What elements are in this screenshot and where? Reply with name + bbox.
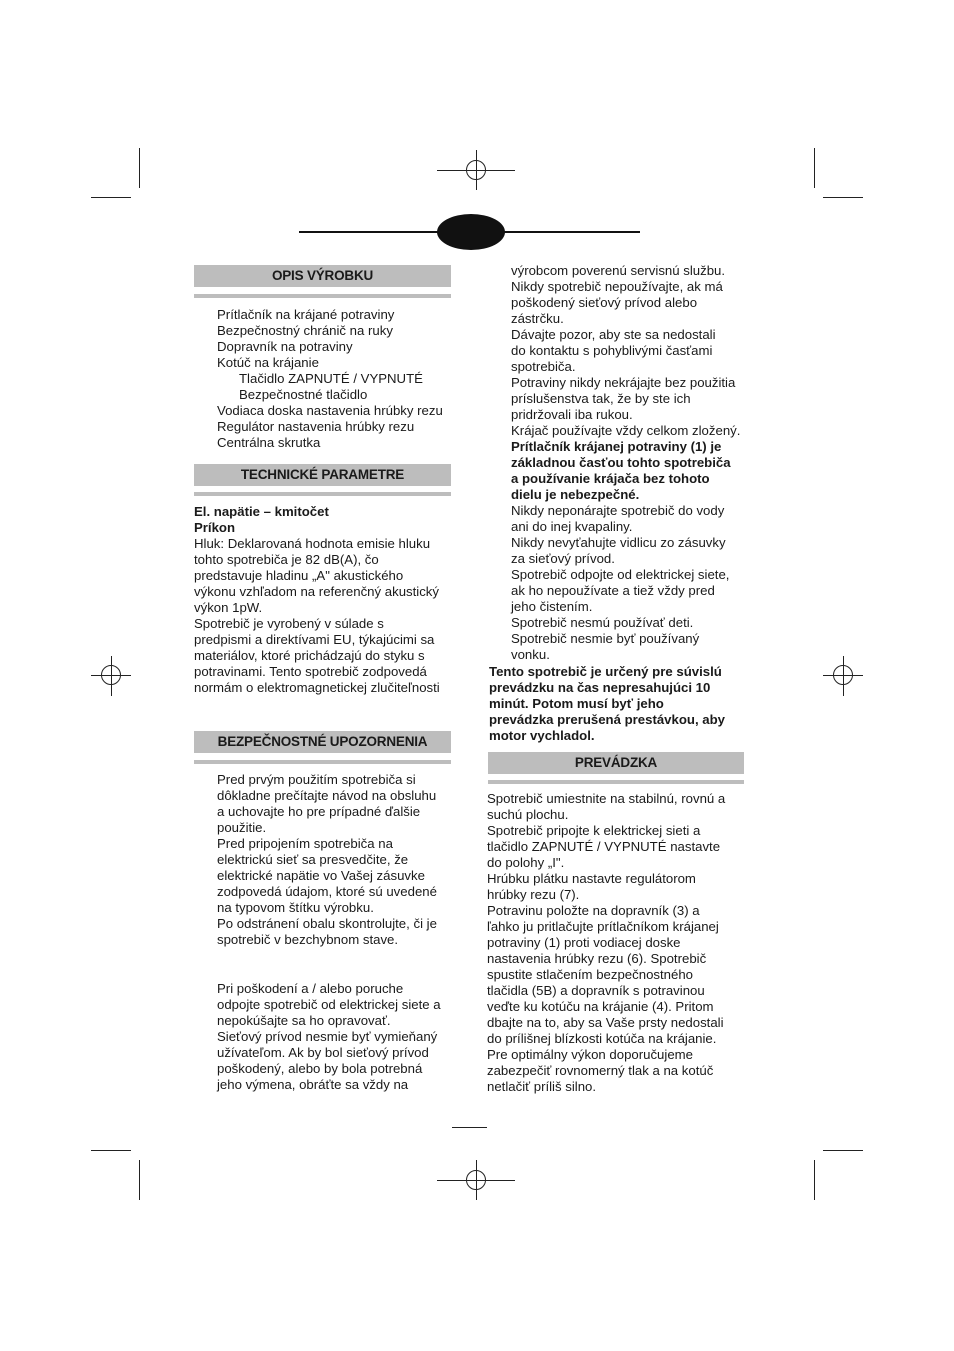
text-line: výrobcom poverenú servisnú službu. — [511, 263, 726, 278]
tech-label-voltage: El. napätie – kmitočet — [194, 504, 329, 519]
text-line: elektrické napätie vo Vašej zásuvke — [217, 868, 425, 883]
page-number-oval — [437, 214, 505, 250]
text-line: Spotrebič je vyrobený v súlade s — [194, 616, 384, 631]
crop-mark-tl-h — [91, 197, 131, 198]
right-text-a — [511, 263, 751, 663]
bold-line: prevádzka prerušená prestávkou, aby — [489, 712, 726, 727]
text-line: Hluk: Deklarovaná hodnota emisie hluku — [194, 536, 431, 551]
text-line: Po odstránení obalu skontrolujte, či je — [217, 916, 437, 931]
text-line: zástrčku. — [511, 311, 564, 326]
bold-line: dielu je nebezpečné. — [511, 487, 640, 502]
text-line: Spotrebič nesmú používať deti. — [511, 615, 694, 630]
text-line: pridržovali iba rukou. — [511, 407, 633, 422]
text-line: odpojte spotrebič od elektrickej siete a — [217, 997, 441, 1012]
text-line: elektrickú sieť sa presvedčite, že — [217, 852, 409, 867]
registration-mark-bottom-circle — [466, 1170, 486, 1190]
tech-text — [194, 504, 456, 696]
text-line: Potraviny nikdy nekrájajte bez použitia — [511, 375, 736, 390]
text-line: dbajte na to, aby sa Vaše prsty nedostali — [487, 1015, 724, 1030]
text-line: suchú plochu. — [487, 807, 569, 822]
text-line: Nikdy neponárajte spotrebič do vody — [511, 503, 725, 518]
text-line: potraviny (1) proti vodiacej doske — [487, 935, 681, 950]
text-line: do kontaktu s pohyblivými časťami — [511, 343, 713, 358]
list-item: Bezpečnostný chránič na ruky — [217, 323, 393, 338]
text-line: príslušenstva tak, že by ste ich — [511, 391, 691, 406]
text-line: poškodený sieťový prívod alebo — [511, 295, 698, 310]
right-bold-b — [489, 664, 751, 744]
text-line: potravinami. Tento spotrebič zodpovedá — [194, 664, 427, 679]
text-line: predstavuje hladinu „A" akustického — [194, 568, 404, 583]
heading-prev-rule — [488, 780, 744, 784]
text-line: Hrúbku plátku nastavte regulátorom — [487, 871, 696, 886]
heading-tech-rule — [194, 492, 451, 496]
text-line: za sieťový prívod. — [511, 551, 615, 566]
text-line: jeho výmena, obráťte sa vždy na — [217, 1077, 409, 1092]
list-item: Centrálna skrutka — [217, 435, 321, 450]
crop-mark-bl-h — [91, 1150, 131, 1151]
text-line: tlačidla (5B) a dopravník s potravinou — [487, 983, 705, 998]
text-line: Pre optimálny výkon doporučujeme — [487, 1047, 693, 1062]
text-line: Krájač používajte vždy celkom zložený. — [511, 423, 741, 438]
text-line: do polohy „I". — [487, 855, 565, 870]
text-line: Dávajte pozor, aby ste sa nedostali — [511, 327, 716, 342]
prev-text — [487, 791, 749, 1095]
crop-mark-br-v — [814, 1160, 815, 1200]
text-line: veďte ku kotúču na krájanie (4). Pritom — [487, 999, 714, 1014]
registration-mark-left-circle — [101, 665, 121, 685]
crop-mark-tr-h — [823, 197, 863, 198]
header-rule-left — [299, 231, 449, 233]
text-line: jeho čistením. — [511, 599, 593, 614]
list-item: Dopravník na potraviny — [217, 339, 353, 354]
text-line: na typovom štítku výrobku. — [217, 900, 374, 915]
heading-tech: TECHNICKÉ PARAMETRE — [194, 464, 451, 486]
text-line: spotrebiča. — [511, 359, 576, 374]
text-line: a uchovajte ho pre prípadné ďalšie — [217, 804, 421, 819]
heading-opis: OPIS VÝROBKU — [194, 265, 451, 287]
bold-line: Prítlačník krájanej potraviny (1) je — [511, 439, 722, 454]
bezp-block-2 — [217, 981, 457, 1093]
list-item: Vodiaca doska nastavenia hrúbky rezu — [217, 403, 443, 418]
crop-mark-tr-v — [814, 148, 815, 188]
heading-opis-rule — [194, 294, 451, 298]
bold-line: minút. Potom musí byť jeho — [489, 696, 664, 711]
crop-mark-bl-v — [139, 1160, 140, 1200]
list-item: Tlačidlo ZAPNUTÉ / VYPNUTÉ — [239, 371, 423, 386]
heading-bezp: BEZPEČNOSTNÉ UPOZORNENIA — [194, 731, 451, 753]
text-line: Sieťový prívod nesmie byť vymieňaný — [217, 1029, 438, 1044]
registration-mark-right-circle — [833, 665, 853, 685]
bold-line: motor vychladol. — [489, 728, 595, 743]
text-line: normám o elektromagnetickej zlučiteľnosti — [194, 680, 440, 695]
text-line: ani do inej kvapaliny. — [511, 519, 633, 534]
text-line: ak ho nepoužívate a tiež vždy pred — [511, 583, 715, 598]
text-line: netlačiť príliš silno. — [487, 1079, 597, 1094]
crop-mark-tl-v — [139, 148, 140, 188]
bold-line: a používanie krájača bez tohoto — [511, 471, 710, 486]
text-line: Spotrebič nesmie byť používaný — [511, 631, 700, 646]
heading-bezp-rule — [194, 760, 451, 764]
bold-line: Tento spotrebič je určený pre súvislú — [489, 664, 722, 679]
text-line: výkon 1pW. — [194, 600, 263, 615]
text-line: užívateľom. Ak by bol sieťový prívod — [217, 1045, 429, 1060]
text-line: do prílišnej blízkosti kotúča na krájanie. — [487, 1031, 717, 1046]
bold-line: základnou časťou tohto spotrebiča — [511, 455, 731, 470]
text-line: Spotrebič odpojte od elektrickej siete, — [511, 567, 730, 582]
heading-prev: PREVÁDZKA — [488, 752, 744, 774]
footer-rule — [452, 1127, 487, 1128]
text-line: vonku. — [511, 647, 550, 662]
text-line: Pri poškodení a / alebo poruche — [217, 981, 404, 996]
tech-label-power: Príkon — [194, 520, 236, 535]
text-line: nepokúšajte sa ho opravovať. — [217, 1013, 391, 1028]
registration-mark-top-circle — [466, 160, 486, 180]
text-line: použitie. — [217, 820, 267, 835]
text-line: Spotrebič pripojte k elektrickej sieti a — [487, 823, 701, 838]
text-line: ľahko ju pritlačujte prítlačníkom krájanej — [487, 919, 719, 934]
list-item: Bezpečnostné tlačidlo — [239, 387, 368, 402]
text-line: tohto spotrebiča je 82 dB(A), čo — [194, 552, 379, 567]
bezp-block-1 — [217, 772, 457, 948]
text-line: Nikdy spotrebič nepoužívajte, ak má — [511, 279, 723, 294]
list-item: Prítlačník na krájané potraviny — [217, 307, 395, 322]
text-line: Potravinu položte na dopravník (3) a — [487, 903, 700, 918]
list-item: Regulátor nastavenia hrúbky rezu — [217, 419, 415, 434]
text-line: spustite stlačením bezpečnostného — [487, 967, 693, 982]
list-item: Kotúč na krájanie — [217, 355, 319, 370]
text-line: Pred pripojením spotrebiča na — [217, 836, 393, 851]
text-line: tlačidlo ZAPNUTÉ / VYPNUTÉ nastavte — [487, 839, 721, 854]
text-line: materiálov, ktoré prichádzajú do styku s — [194, 648, 425, 663]
text-line: hrúbky rezu (7). — [487, 887, 580, 902]
text-line: Spotrebič umiestnite na stabilnú, rovnú a — [487, 791, 726, 806]
bold-line: prevádzku na čas nepresahujúci 10 — [489, 680, 711, 695]
header-rule-right — [494, 231, 640, 233]
text-line: spotrebič v bezchybnom stave. — [217, 932, 399, 947]
text-line: nastavenia hrúbky rezu (6). Spotrebič — [487, 951, 707, 966]
text-line: predpismi a direktívami EU, týkajúcimi sa — [194, 632, 435, 647]
text-line: výkonu vzhľadom na referenčný akustický — [194, 584, 439, 599]
text-line: dôkladne prečítajte návod na obsluhu — [217, 788, 437, 803]
text-line: poškodený, alebo by bola potrebná — [217, 1061, 423, 1076]
crop-mark-br-h — [823, 1150, 863, 1151]
text-line: zodpovedá údajom, ktoré sú uvedené — [217, 884, 437, 899]
text-line: Pred prvým použitím spotrebiča si — [217, 772, 416, 787]
opis-list — [217, 307, 457, 451]
text-line: Nikdy nevyťahujte vidlicu zo zásuvky — [511, 535, 726, 550]
text-line: zabezpečiť rovnomerný tlak a na kotúč — [487, 1063, 714, 1078]
